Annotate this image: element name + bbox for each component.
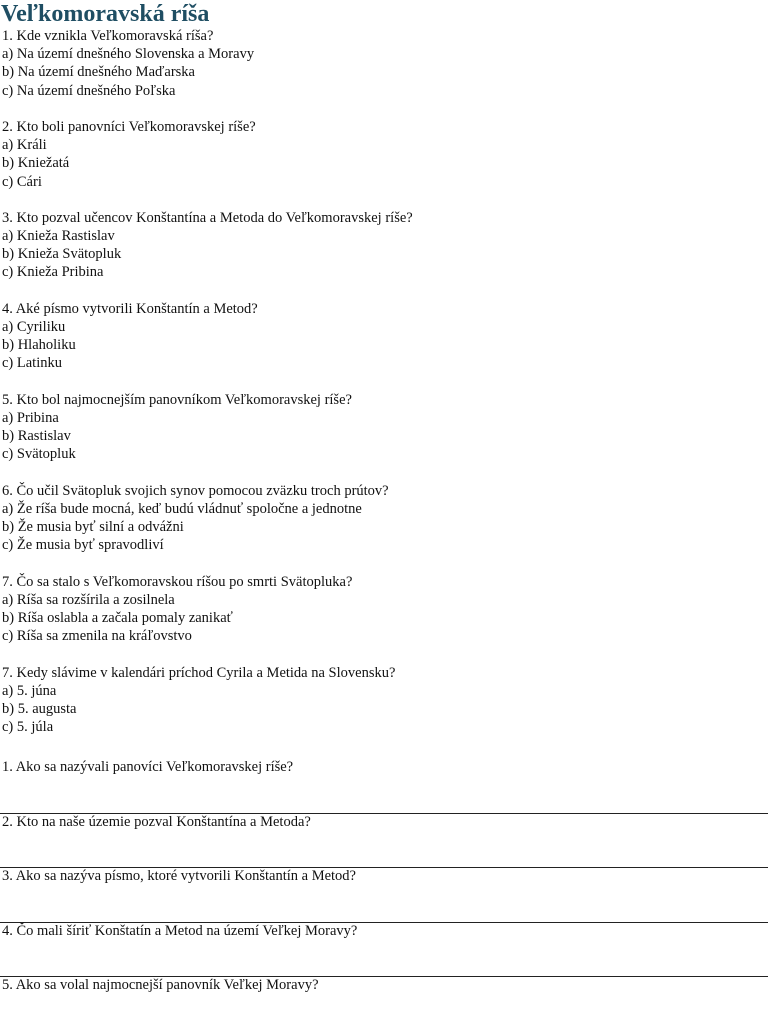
open-question-text: 5. Ako sa volal najmocnejší panovník Veľkej Moravy? (2, 977, 319, 993)
question-text: 7. Kedy slávime v kalendári príchod Cyrila a Metida na Slovensku? (2, 664, 396, 681)
question-text: 1. Kde vznikla Veľkomoravská ríša? (2, 28, 214, 44)
answer-option-b: b) Ríša oslabla a začala pomaly zanikať (2, 610, 233, 626)
multiple-choice-quiz (2, 27, 766, 755)
answer-option-c: c) Knieža Pribina (2, 264, 104, 281)
open-question-5 (2, 976, 768, 994)
open-question-text: 1. Ako sa nazývali panovíci Veľkomoravskej ríše? (2, 759, 294, 775)
answer-option-a: a) Pribina (2, 409, 59, 426)
answer-option-c: c) Latinku (2, 355, 62, 372)
question-5 (2, 391, 766, 464)
answer-option-b: b) Hlaholiku (2, 337, 76, 354)
open-question-1 (2, 758, 768, 776)
answer-option-b: b) 5. augusta (2, 700, 77, 717)
answer-option-a: a) Že ríša bude mocná, keď budú vládnuť spoločne a jednotne (2, 500, 362, 517)
answer-option-a: a) Ríša sa rozšírila a zosilnela (2, 591, 175, 608)
answer-option-c: c) Ríša sa zmenila na kráľovstvo (2, 628, 192, 645)
question-text: 6. Čo učil Svätopluk svojich synov pomocou zväzku troch prútov? (2, 482, 389, 499)
question-text: 2. Kto boli panovníci Veľkomoravskej ríše? (2, 118, 256, 135)
question-6 (2, 482, 766, 555)
answer-option-c: c) Svätopluk (2, 446, 76, 463)
question-text: 5. Kto bol najmocnejším panovníkom Veľkomoravskej ríše? (2, 391, 352, 408)
open-question-text: 2. Kto na naše územie pozval Konštantína a Metoda? (2, 814, 311, 830)
answer-option-c: c) Že musia byť spravodliví (2, 537, 164, 554)
answer-option-a: a) Na území dnešného Slovenska a Moravy (2, 46, 255, 63)
answer-option-a: a) Králi (2, 137, 47, 154)
question-7 (2, 573, 766, 646)
question-8 (2, 664, 766, 737)
answer-option-b: b) Na území dnešného Maďarska (2, 64, 195, 81)
answer-option-b: b) Knieža Svätopluk (2, 246, 122, 263)
question-text: 3. Kto pozval učencov Konštantína a Metoda do Veľkomoravskej ríše? (2, 209, 413, 226)
question-text: 7. Čo sa stalo s Veľkomoravskou ríšou po smrti Svätopluka? (2, 573, 353, 590)
answer-option-c: c) Cári (2, 173, 42, 190)
page-title: Veľkomoravská ríša (1, 1, 210, 27)
open-question-text: 4. Čo mali šíriť Konštatín a Metod na území Veľkej Moravy? (2, 923, 358, 939)
answer-option-b: b) Že musia byť silní a odvážni (2, 519, 184, 536)
answer-option-a: a) Knieža Rastislav (2, 228, 115, 245)
open-question-2 (2, 813, 768, 831)
question-1 (2, 27, 766, 100)
open-question-4 (2, 922, 768, 940)
answer-option-b: b) Kniežatá (2, 155, 70, 172)
question-2 (2, 118, 766, 191)
open-question-3 (2, 867, 768, 885)
question-text: 4. Aké písmo vytvorili Konštantín a Metod? (2, 300, 258, 317)
answer-option-a: a) Cyriliku (2, 319, 66, 335)
answer-option-b: b) Rastislav (2, 428, 71, 445)
open-question-text: 3. Ako sa nazýva písmo, ktoré vytvorili Konštantín a Metod? (2, 868, 356, 884)
question-4 (2, 300, 766, 373)
answer-option-c: c) Na území dnešného Poľska (2, 82, 176, 99)
answer-option-a: a) 5. júna (2, 682, 57, 699)
answer-option-c: c) 5. júla (2, 719, 54, 736)
question-3 (2, 209, 766, 282)
